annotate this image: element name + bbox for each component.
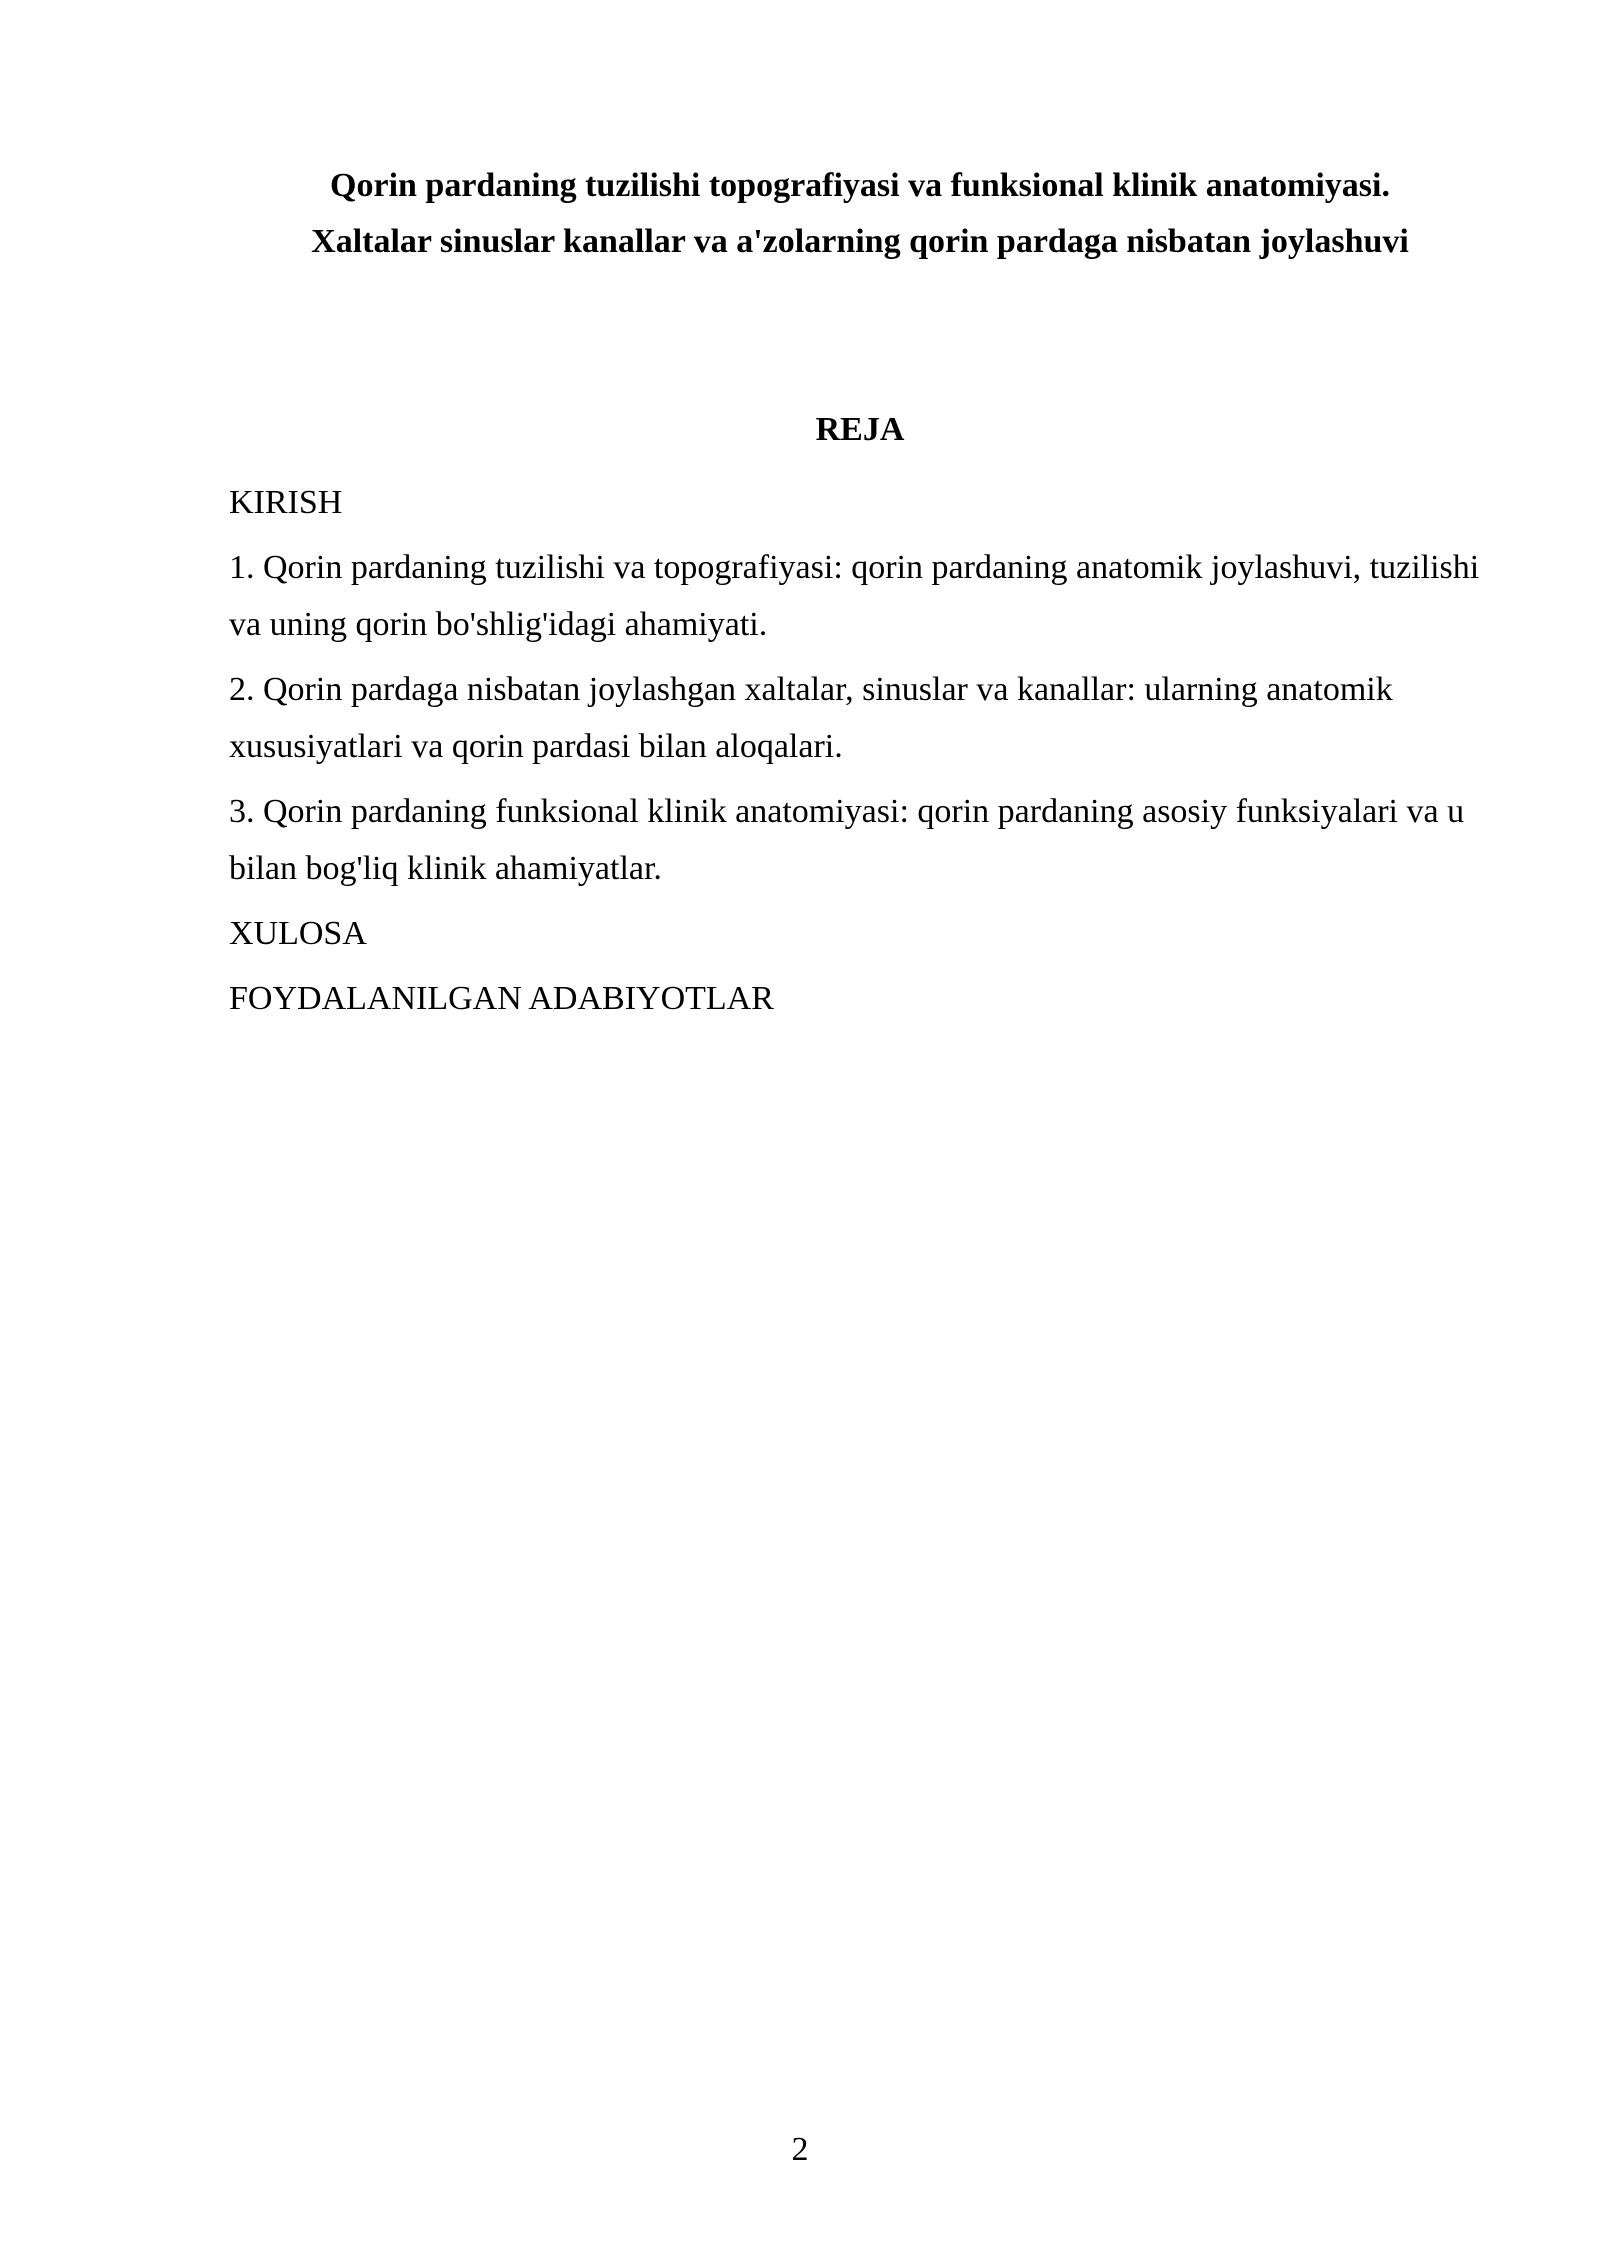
title-line-2: Xaltalar sinuslar kanallar va a'zolarning qorin pardaga nisbatan joylashuvi [311,223,1409,260]
toc-item-2: 2. Qorin pardaga nisbatan joylashgan xaltalar, sinuslar va kanallar: ularning anatomik xususiyatlari va qorin pardasi bilan aloqalari. [229,671,1393,765]
toc-item-references: FOYDALANILGAN ADABIYOTLAR [229,980,774,1017]
toc-item-1: 1. Qorin pardaning tuzilishi va topografiyasi: qorin pardaning anatomik joylashuvi, tuzilishi va uning qorin bo'shlig'idagi ahamiyati. [229,549,1480,643]
table-of-contents [229,474,1519,1035]
title-line-1: Qorin pardaning tuzilishi topografiyasi va funksional klinik anatomiyasi. [330,167,1390,204]
toc-item-introduction: KIRISH [229,484,343,521]
document-title [220,158,1500,270]
toc-item-conclusion: XULOSA [229,915,367,952]
toc-item-3: 3. Qorin pardaning funksional klinik anatomiyasi: qorin pardaning asosiy funksiyalari va u bilan bog'liq klinik ahamiyatlar. [229,793,1465,887]
plan-heading: REJA [815,411,905,448]
page-number: 2 [791,2131,809,2168]
